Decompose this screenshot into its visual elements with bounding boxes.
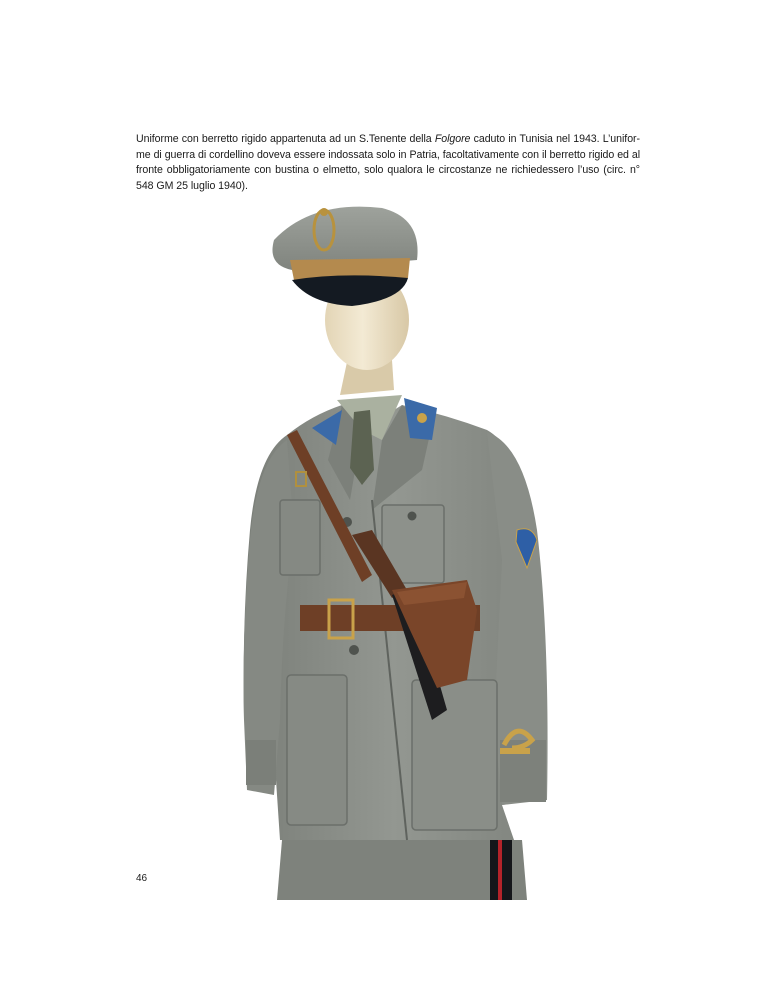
caption-part-1: Uniforme con berretto rigido appartenuta ad un S.Tenente della xyxy=(136,133,435,145)
jacket-button xyxy=(349,645,359,655)
collar-star-icon xyxy=(417,413,427,423)
left-lower-pocket xyxy=(287,675,347,825)
photo-caption xyxy=(136,132,640,194)
uniform-photo xyxy=(232,200,562,900)
trousers xyxy=(277,840,527,900)
peaked-cap xyxy=(272,207,417,306)
caption-text xyxy=(136,132,640,194)
caption-part-2: caduto in Tunisia nel 1943. L’unifor-me di guerra di cordellino doveva essere indossata solo in Patria, facoltativamente con il berretto rigido ed al fronte obbligatoriamente con bustina o elmetto, solo qualora le circostanze ne richiedessero l’uso (circ. n° 548 GM 25 luglio 1940). xyxy=(136,133,640,192)
left-chest-pocket xyxy=(280,500,320,575)
trouser-red-piping xyxy=(498,840,502,900)
caption-unit-name: Folgore xyxy=(434,133,471,145)
left-cuff xyxy=(246,740,276,785)
right-lower-pocket xyxy=(412,680,497,830)
jacket-button xyxy=(408,512,417,521)
page-number: 46 xyxy=(136,873,148,884)
